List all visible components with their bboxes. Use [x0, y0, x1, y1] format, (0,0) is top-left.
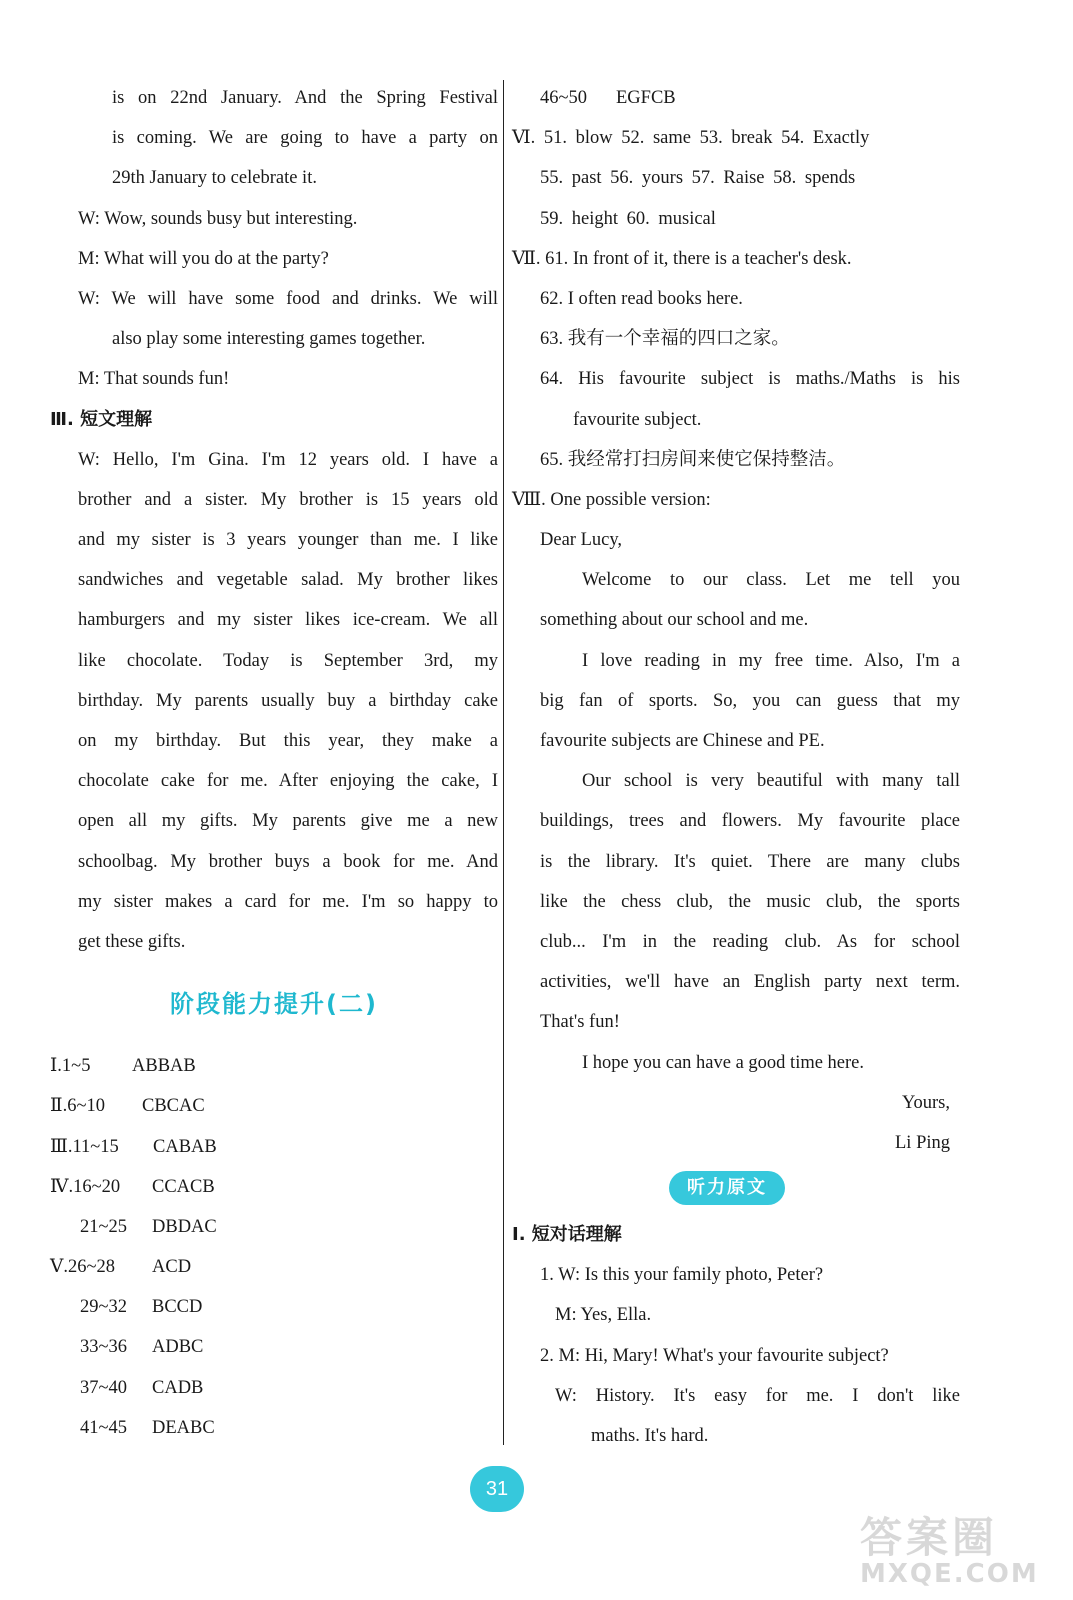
passage-line: chocolate cake for me. After enjoying the cake, I: [78, 771, 498, 792]
letter-salutation: Dear Lucy,: [540, 530, 623, 551]
answer-key: DBDAC: [152, 1216, 217, 1237]
answer-line: Ⅶ. 61. In front of it, there is a teacher's desk.: [512, 248, 852, 269]
passage-line: my sister makes a card for me. I'm so happy to: [78, 891, 498, 912]
answer-row: [50, 1408, 498, 1448]
answer-row: [50, 1368, 498, 1408]
letter-line: favourite subjects are Chinese and PE.: [540, 731, 825, 751]
answer-row: [50, 1046, 498, 1086]
passage-line: birthday. My parents usually buy a birthday cake: [78, 690, 498, 711]
passage-line: like chocolate. Today is September 3rd, my: [78, 650, 498, 671]
answer-row: [50, 1127, 498, 1167]
answer-row: [512, 78, 960, 118]
answer-line: 59. height 60. musical: [540, 208, 716, 229]
answer-row: [50, 1247, 498, 1287]
answer-row: [50, 1327, 498, 1367]
answer-range: Ⅱ.6~10: [50, 1096, 105, 1117]
dialogue-line: W: History. It's easy for me. I don't like: [555, 1385, 960, 1406]
answer-key: CABAB: [153, 1136, 217, 1157]
answer-key: CCACB: [152, 1176, 215, 1197]
answer-key: EGFCB: [616, 88, 676, 108]
letter-line: Our school is very beautiful with many tall: [582, 771, 960, 792]
answer-line: favourite subject.: [573, 409, 702, 430]
answer-range: Ⅰ.1~5: [50, 1056, 91, 1077]
answer-key: DEABC: [152, 1417, 215, 1438]
letter-line: club... I'm in the reading club. As for school: [540, 931, 960, 952]
answer-range: 21~25: [80, 1216, 128, 1237]
column-divider: [503, 80, 504, 1445]
answer-range: Ⅴ.26~28: [50, 1257, 115, 1278]
passage-line: open all my gifts. My parents give me a new: [78, 811, 498, 832]
listening-script-label: 听力原文: [669, 1171, 785, 1205]
dialogue-line: 2. M: Hi, Mary! What's your favourite subject?: [540, 1345, 889, 1366]
answer-line: 65. 我经常打扫房间来使它保持整洁。: [540, 449, 846, 470]
passage-line: and my sister is 3 years younger than me. I like: [78, 530, 498, 551]
passage-line: hamburgers and my sister likes ice-cream. We all: [78, 610, 498, 631]
letter-closing: Yours,: [902, 1092, 950, 1113]
letter-line: I hope you can have a good time here.: [582, 1052, 865, 1073]
answer-key: CBCAC: [142, 1096, 205, 1117]
dialogue-line: M: That sounds fun!: [78, 369, 230, 390]
letter-signature: Li Ping: [895, 1132, 950, 1153]
section-title: 阶段能力提升(二): [170, 990, 378, 1019]
text-line: 29th January to celebrate it.: [112, 168, 317, 189]
dialogue-line: 1. W: Is this your family photo, Peter?: [540, 1265, 824, 1286]
passage-line: brother and a sister. My brother is 15 years old: [78, 489, 498, 510]
letter-line: activities, we'll have an English party next term.: [540, 972, 960, 993]
answer-line: Ⅷ. One possible version:: [512, 489, 711, 510]
letter-line: is the library. It's quiet. There are many clubs: [540, 851, 960, 872]
passage-line: get these gifts.: [78, 931, 186, 952]
answer-line: Ⅵ. 51. blow 52. same 53. break 54. Exactly: [512, 128, 870, 149]
left-column: [50, 78, 498, 1448]
answer-key: ACD: [152, 1257, 192, 1278]
answer-row: [50, 1287, 498, 1327]
text-line: is coming. We are going to have a party on: [112, 128, 498, 149]
dialogue-line: maths. It's hard.: [591, 1426, 709, 1446]
watermark-text: 答案圈: [860, 1513, 999, 1562]
watermark-url: MXQE.COM: [860, 1559, 1039, 1589]
passage: [50, 440, 498, 962]
dialogue-line: also play some interesting games together.: [112, 329, 426, 350]
letter-line: something about our school and me.: [540, 610, 809, 631]
answer-key: BCCD: [152, 1297, 203, 1318]
answer-range: 33~36: [80, 1337, 128, 1358]
dialogue-line: M: Yes, Ella.: [555, 1305, 652, 1326]
answer-range: 37~40: [80, 1377, 128, 1398]
letter-line: like the chess club, the music club, the sports: [540, 891, 960, 912]
letter-line: That's fun!: [540, 1012, 620, 1033]
letter-line: buildings, trees and flowers. My favourite place: [540, 811, 960, 832]
listening-script-badge: [512, 1163, 960, 1215]
answer-line: 63. 我有一个幸福的四口之家。: [540, 329, 790, 350]
dialogue-line: W: We will have some food and drinks. We will: [78, 288, 498, 309]
answer-row: [50, 1086, 498, 1126]
answer-row: [50, 1167, 498, 1207]
answer-range: Ⅲ.11~15: [50, 1136, 119, 1157]
section-heading-passage: Ⅲ. 短文理解: [50, 408, 153, 430]
passage-line: sandwiches and vegetable salad. My brother likes: [78, 570, 498, 591]
answer-range: Ⅳ.16~20: [50, 1176, 121, 1197]
answer-key: ABBAB: [132, 1056, 196, 1077]
answer-range: 46~50: [540, 88, 588, 108]
answer-range: 41~45: [80, 1417, 128, 1438]
passage-line: schoolbag. My brother buys a book for me. And: [78, 851, 498, 872]
answer-key: CADB: [152, 1377, 204, 1398]
letter-line: big fan of sports. So, you can guess that my: [540, 690, 960, 711]
page-number: 31: [470, 1466, 524, 1512]
watermark-logo: [860, 1505, 1060, 1595]
answer-line: 64. His favourite subject is maths./Maths is his: [540, 369, 960, 390]
answer-range: 29~32: [80, 1297, 128, 1318]
section-heading-dialogue: Ⅰ. 短对话理解: [512, 1224, 622, 1246]
answer-line: 55. past 56. yours 57. Raise 58. spends: [540, 168, 856, 189]
right-column: [512, 78, 960, 1456]
answer-row: [50, 1207, 498, 1247]
letter-line: Welcome to our class. Let me tell you: [582, 570, 960, 591]
answer-key: ADBC: [152, 1337, 204, 1358]
dialogue-line: M: What will you do at the party?: [78, 248, 329, 269]
answer-list: [50, 1046, 498, 1448]
answer-line: 62. I often read books here.: [540, 288, 743, 309]
passage-line: W: Hello, I'm Gina. I'm 12 years old. I have a: [78, 449, 498, 470]
letter-line: I love reading in my free time. Also, I'm a: [582, 650, 960, 671]
passage-line: on my birthday. But this year, they make a: [78, 731, 498, 751]
dialogue-line: W: Wow, sounds busy but interesting.: [78, 208, 358, 229]
text-line: is on 22nd January. And the Spring Festival: [112, 88, 498, 108]
